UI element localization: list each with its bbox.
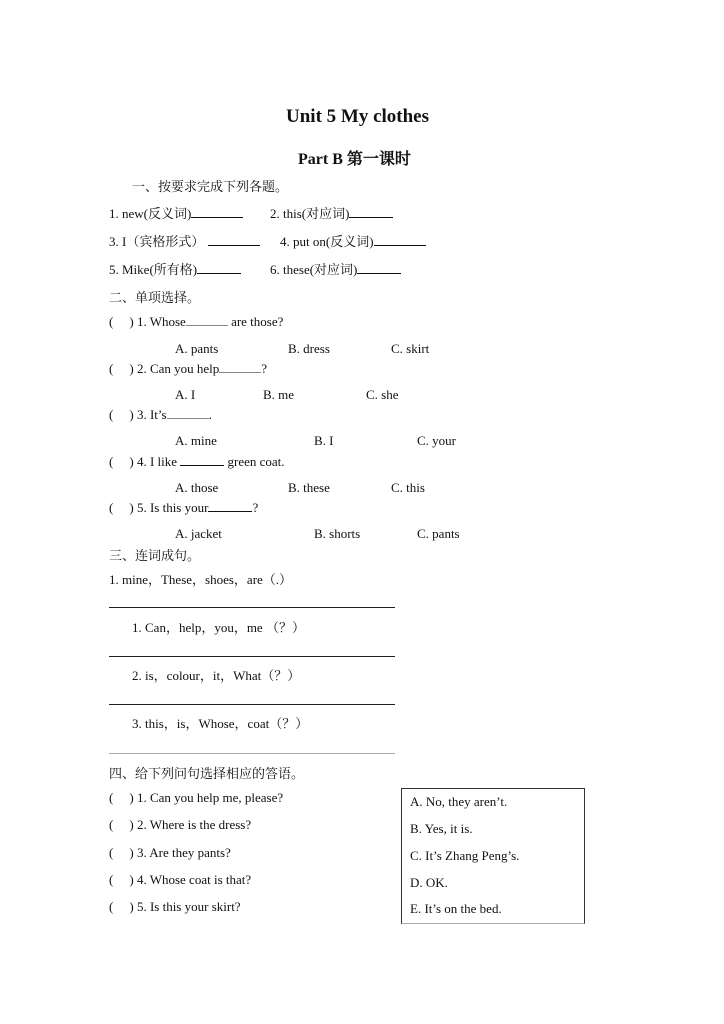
answer-option-e: E. It’s on the bed.: [410, 901, 502, 916]
mc-q4-option-c: C. this: [391, 480, 425, 495]
mc-q4-option-b: B. these: [288, 480, 330, 495]
mc-q1-option-c: C. skirt: [391, 341, 430, 356]
answer-option-b: B. Yes, it is.: [410, 821, 473, 836]
answer-line-1[interactable]: [109, 607, 395, 608]
mc-q5-option-a: A. jacket: [175, 526, 222, 541]
answer-line-3[interactable]: [109, 704, 395, 705]
mc-q1-option-b: B. dress: [288, 341, 330, 356]
mc-q5-option-c: C. pants: [417, 526, 460, 541]
page-subtitle: Part B 第一课时: [298, 151, 411, 168]
mc-q5-option-b: B. shorts: [314, 526, 361, 541]
mc-question-5: ( ) 5. Is this your ?: [109, 500, 259, 515]
s1-item-6: 6. these(对应词): [270, 259, 401, 278]
section1-heading: 一、按要求完成下列各题。: [132, 179, 289, 194]
match-question-3: ( ) 3. Are they pants?: [109, 845, 231, 860]
section3-heading: 三、连词成句。: [109, 548, 201, 563]
section4-heading: 四、给下列问句选择相应的答语。: [109, 766, 305, 781]
answer-options-box: [401, 788, 585, 924]
match-question-5: ( ) 5. Is this your skirt?: [109, 899, 241, 914]
mc-q3-option-c: C. your: [417, 433, 456, 448]
mc-question-1: ( ) 1. Whose are those?: [109, 314, 284, 329]
answer-line-2[interactable]: [109, 656, 395, 657]
mc-q2-option-b: B. me: [263, 387, 295, 402]
answer-option-a: A. No, they aren’t.: [410, 794, 508, 809]
mc-q3-option-b: B. I: [314, 433, 334, 448]
s1-item-2: 2. this(对应词): [270, 203, 393, 222]
s3-item-4: 3. this，is，Whose，coat（？）: [132, 716, 309, 731]
mc-q1-option-a: A. pants: [175, 341, 219, 356]
mc-q4-option-a: A. those: [175, 480, 219, 495]
s1-item-5: 5. Mike(所有格): [109, 259, 241, 278]
s1-item-1: 1. new(反义词): [109, 203, 243, 222]
mc-q3-option-a: A. mine: [175, 433, 217, 448]
mc-question-3: ( ) 3. It’s .: [109, 407, 212, 422]
s1-item-3: 3. I（宾格形式）: [109, 231, 260, 250]
answer-option-c: C. It’s Zhang Peng’s.: [410, 848, 520, 863]
answer-option-d: D. OK.: [410, 875, 448, 890]
s3-item-2: 1. Can，help，you，me （？）: [132, 620, 305, 635]
mc-q2-option-c: C. she: [366, 387, 399, 402]
section2-heading: 二、单项选择。: [109, 290, 201, 305]
mc-question-2: ( ) 2. Can you help ?: [109, 361, 268, 376]
answer-line-4[interactable]: [109, 753, 395, 754]
match-question-4: ( ) 4. Whose coat is that?: [109, 872, 252, 887]
s1-item-4: 4. put on(反义词): [280, 231, 426, 250]
mc-q2-option-a: A. I: [175, 387, 196, 402]
page-title: Unit 5 My clothes: [286, 106, 430, 127]
s3-item-3: 2. is，colour，it，What（？）: [132, 668, 301, 683]
match-question-1: ( ) 1. Can you help me, please?: [109, 790, 284, 805]
match-question-2: ( ) 2. Where is the dress?: [109, 817, 252, 832]
mc-question-4: ( ) 4. I like green coat.: [109, 454, 285, 469]
s3-item-1: 1. mine，These，shoes，are（.）: [109, 572, 293, 587]
